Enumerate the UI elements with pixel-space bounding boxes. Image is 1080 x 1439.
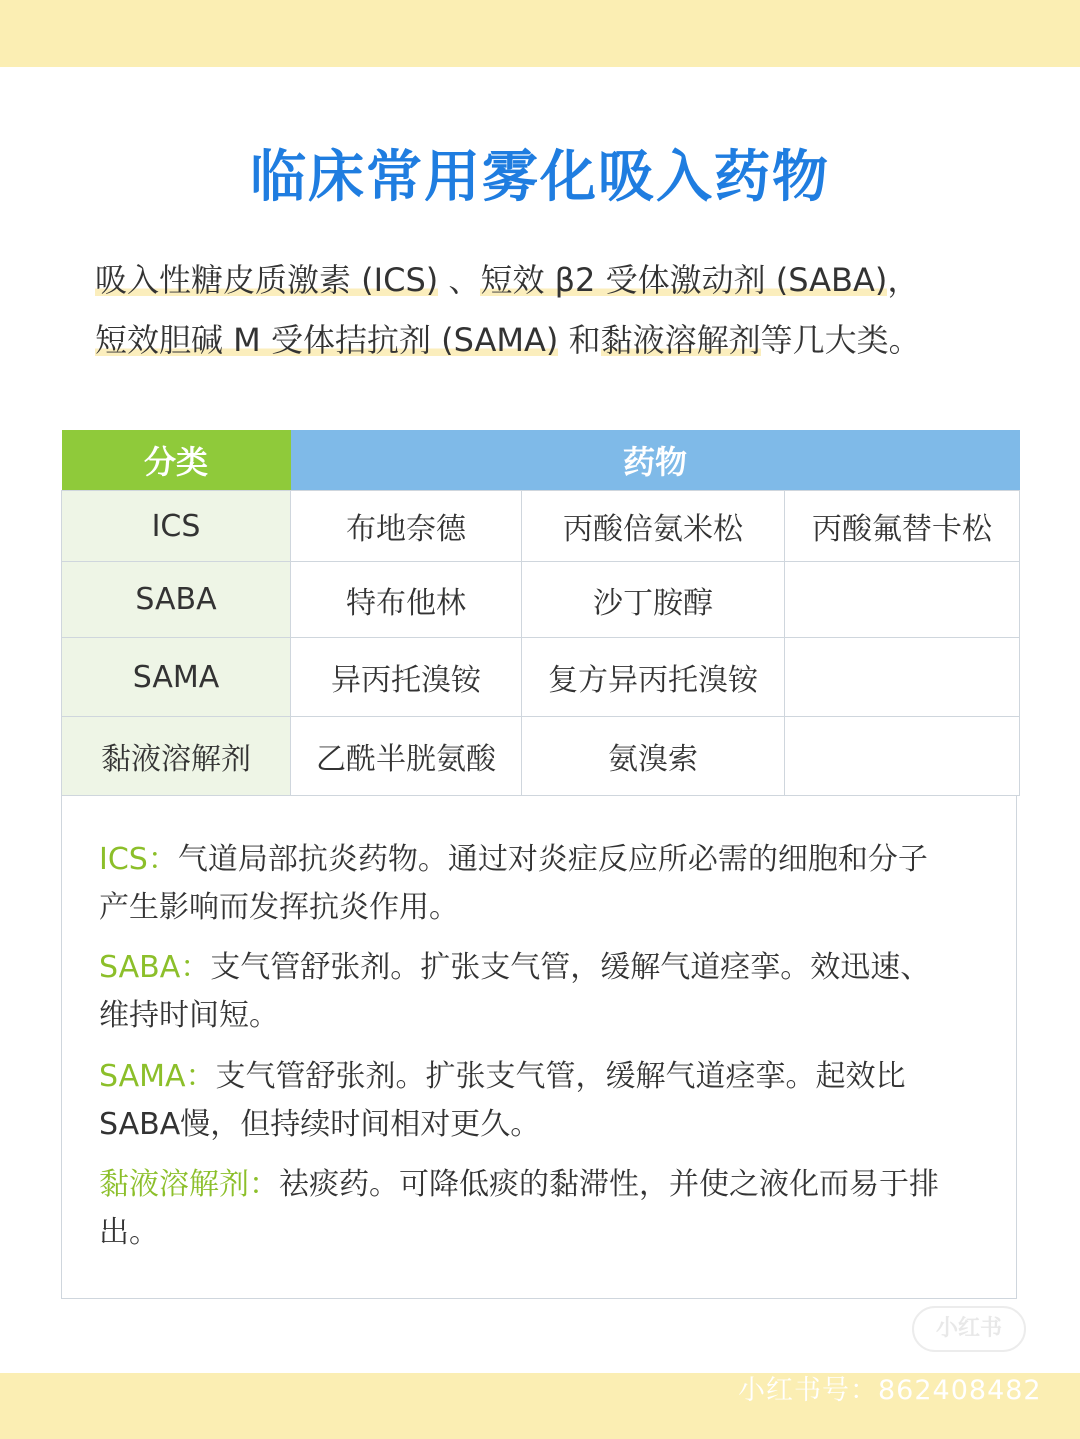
table-header-row	[62, 430, 1020, 491]
note-text: SABA慢，但持续时间相对更久。	[99, 1107, 541, 1142]
table-row	[62, 717, 1020, 796]
intro-connector: 和	[558, 321, 601, 359]
table-row	[62, 491, 1020, 562]
footer-account-id: 小红书号：862408482	[738, 1375, 1042, 1406]
drug-cell: 特布他林	[291, 562, 522, 638]
note-key: ICS：	[99, 842, 178, 877]
intro-term-ics: 吸入性糖皮质激素 (ICS)	[95, 261, 439, 299]
drug-cell: 氨溴索	[522, 717, 785, 796]
drug-cell: 乙酰半胱氨酸	[291, 717, 522, 796]
note-key: SABA：	[99, 950, 211, 985]
note-ics	[99, 836, 989, 932]
category-cell: SABA	[62, 562, 291, 638]
intro-separator: 、	[438, 261, 481, 299]
drug-cell	[785, 562, 1020, 638]
notes-box	[61, 796, 1017, 1299]
watermark-logo: 小红书	[912, 1306, 1026, 1352]
header-category: 分类	[62, 430, 291, 491]
drug-cell	[785, 717, 1020, 796]
intro-separator: ，	[887, 261, 920, 299]
category-cell: ICS	[62, 491, 291, 562]
top-band	[0, 0, 1080, 67]
drug-cell: 布地奈德	[291, 491, 522, 562]
intro-line-1	[95, 250, 1015, 310]
intro-term-mucolytic: 黏液溶解剂	[600, 321, 761, 359]
drug-cell: 丙酸氟替卡松	[785, 491, 1020, 562]
drug-cell: 沙丁胺醇	[522, 562, 785, 638]
page-title: 临床常用雾化吸入药物	[250, 145, 830, 210]
table-row	[62, 638, 1020, 717]
note-text: 维持时间短。	[99, 998, 279, 1033]
medicine-table	[61, 430, 1020, 796]
note-text: 气道局部抗炎药物。通过对炎症反应所必需的细胞和分子	[177, 842, 928, 877]
intro-term-saba: 短效 β2 受体激动剂 (SABA)	[480, 261, 888, 299]
intro-line-2	[95, 310, 1015, 370]
note-key: SAMA：	[99, 1059, 216, 1094]
header-medicine: 药物	[291, 430, 1020, 491]
note-text: 祛痰药。可降低痰的黏滞性，并使之液化而易于排	[279, 1167, 939, 1202]
note-text: 支气管舒张剂。扩张支气管，缓解气道痉挛。效迅速、	[210, 950, 931, 985]
drug-cell: 丙酸倍氨米松	[522, 491, 785, 562]
note-text: 支气管舒张剂。扩张支气管，缓解气道痉挛。起效比	[215, 1059, 906, 1094]
table-row	[62, 562, 1020, 638]
note-sama	[99, 1053, 989, 1149]
category-cell: 黏液溶解剂	[62, 717, 291, 796]
category-cell: SAMA	[62, 638, 291, 717]
intro-paragraph	[95, 250, 1015, 370]
note-text: 出。	[99, 1215, 159, 1250]
drug-cell: 复方异丙托溴铵	[522, 638, 785, 717]
drug-cell: 异丙托溴铵	[291, 638, 522, 717]
intro-ending: 等几大类。	[760, 321, 921, 359]
note-key: 黏液溶解剂：	[99, 1167, 279, 1202]
note-mucolytic	[99, 1161, 989, 1257]
note-saba	[99, 944, 989, 1040]
intro-term-sama: 短效胆碱 M 受体拮抗剂 (SAMA)	[95, 321, 559, 359]
note-text: 产生影响而发挥抗炎作用。	[99, 890, 459, 925]
drug-cell	[785, 638, 1020, 717]
